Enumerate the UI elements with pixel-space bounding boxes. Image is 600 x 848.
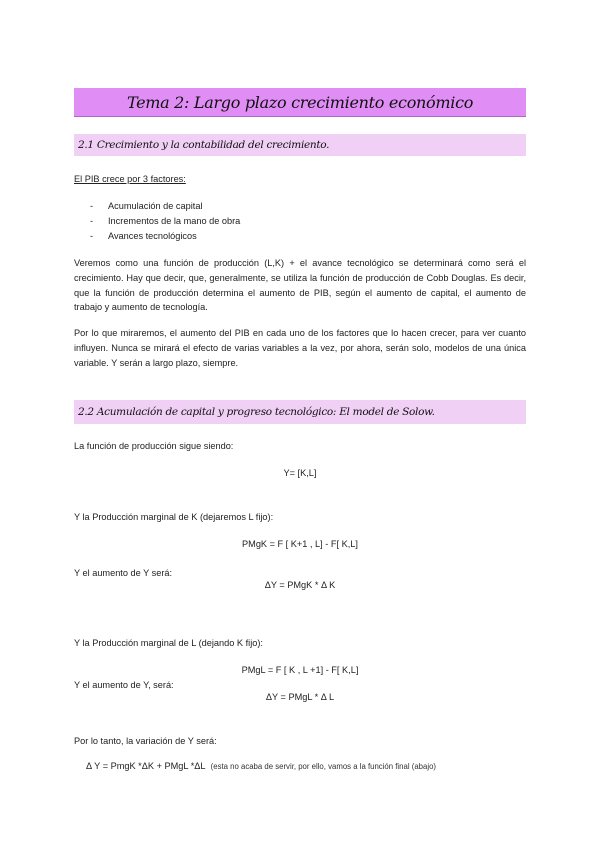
paragraph-factors-effect: Por lo que miraremos, el aumento del PIB en cada uno de los factores que lo hacen crecer, para ver cuanto influyen. Nunca se mirará el efecto de varias variables a la vez, por ahora, serán solo, modelos de una única variable. Y serán a largo plazo, siempre. [74, 328, 526, 368]
pib-factors-intro: El PIB crece por 3 factores: [74, 174, 186, 184]
document-title: Tema 2: Largo plazo crecimiento económico [126, 92, 474, 112]
paragraph-production-function: Veremos como una función de producción (L,K) + el avance tecnológico se determinará como será el crecimiento. Hay que decir, que, generalmente, se utiliza la función de producción de Cobb Douglas. Es decir, que la función de producción determina el aumento de PIB, según el aumento de capital, el aumento de trabajo y aumento de tecnología. [74, 258, 526, 313]
equation-note: (esta no acaba de servir, por ello, vamos a la función final (abajo) [210, 762, 437, 771]
production-function-intro: La función de producción sigue siendo: [74, 441, 234, 451]
section-heading-2-1 [74, 134, 526, 156]
section-heading-2-2-text: 2.2 Acumulación de capital y progreso tecnológico: El model de Solow. [78, 406, 435, 418]
marginal-l-intro: Y la Producción marginal de L (dejando K fijo): [74, 638, 263, 648]
equation-pmgl: PMgL = F [ K , L +1] - F[ K,L] [241, 665, 359, 675]
marginal-k-intro: Y la Producción marginal de K (dejaremos L fijo): [74, 512, 274, 522]
equation-total-variation [86, 761, 436, 771]
equation-production: Y= [K,L] [283, 468, 317, 478]
factors-list [74, 199, 526, 243]
section-heading-2-2 [74, 400, 526, 424]
equation-total-variation-text: Δ Y = PmgK *ΔK + PMgL *ΔL [86, 761, 206, 771]
equation-delta-y-l: ΔY = PMgL * Δ L [265, 692, 335, 702]
section-heading-2-1-text: 2.1 Crecimiento y la contabilidad del crecimiento. [78, 139, 330, 151]
list-item: - Acumulación de capital [74, 199, 526, 214]
equation-delta-y-k: ΔY = PMgK * Δ K [264, 580, 336, 590]
document-title-bar [74, 88, 526, 117]
list-item: - Avances tecnológicos [74, 229, 526, 244]
increase-y-l-intro: Y el aumento de Y, será: [74, 680, 174, 690]
equation-pmgk: PMgK = F [ K+1 , L] - F[ K,L] [242, 539, 358, 549]
increase-y-k-intro: Y el aumento de Y será: [74, 568, 173, 578]
variation-y-intro: Por lo tanto, la variación de Y será: [74, 736, 217, 746]
list-item: - Incrementos de la mano de obra [74, 214, 526, 229]
